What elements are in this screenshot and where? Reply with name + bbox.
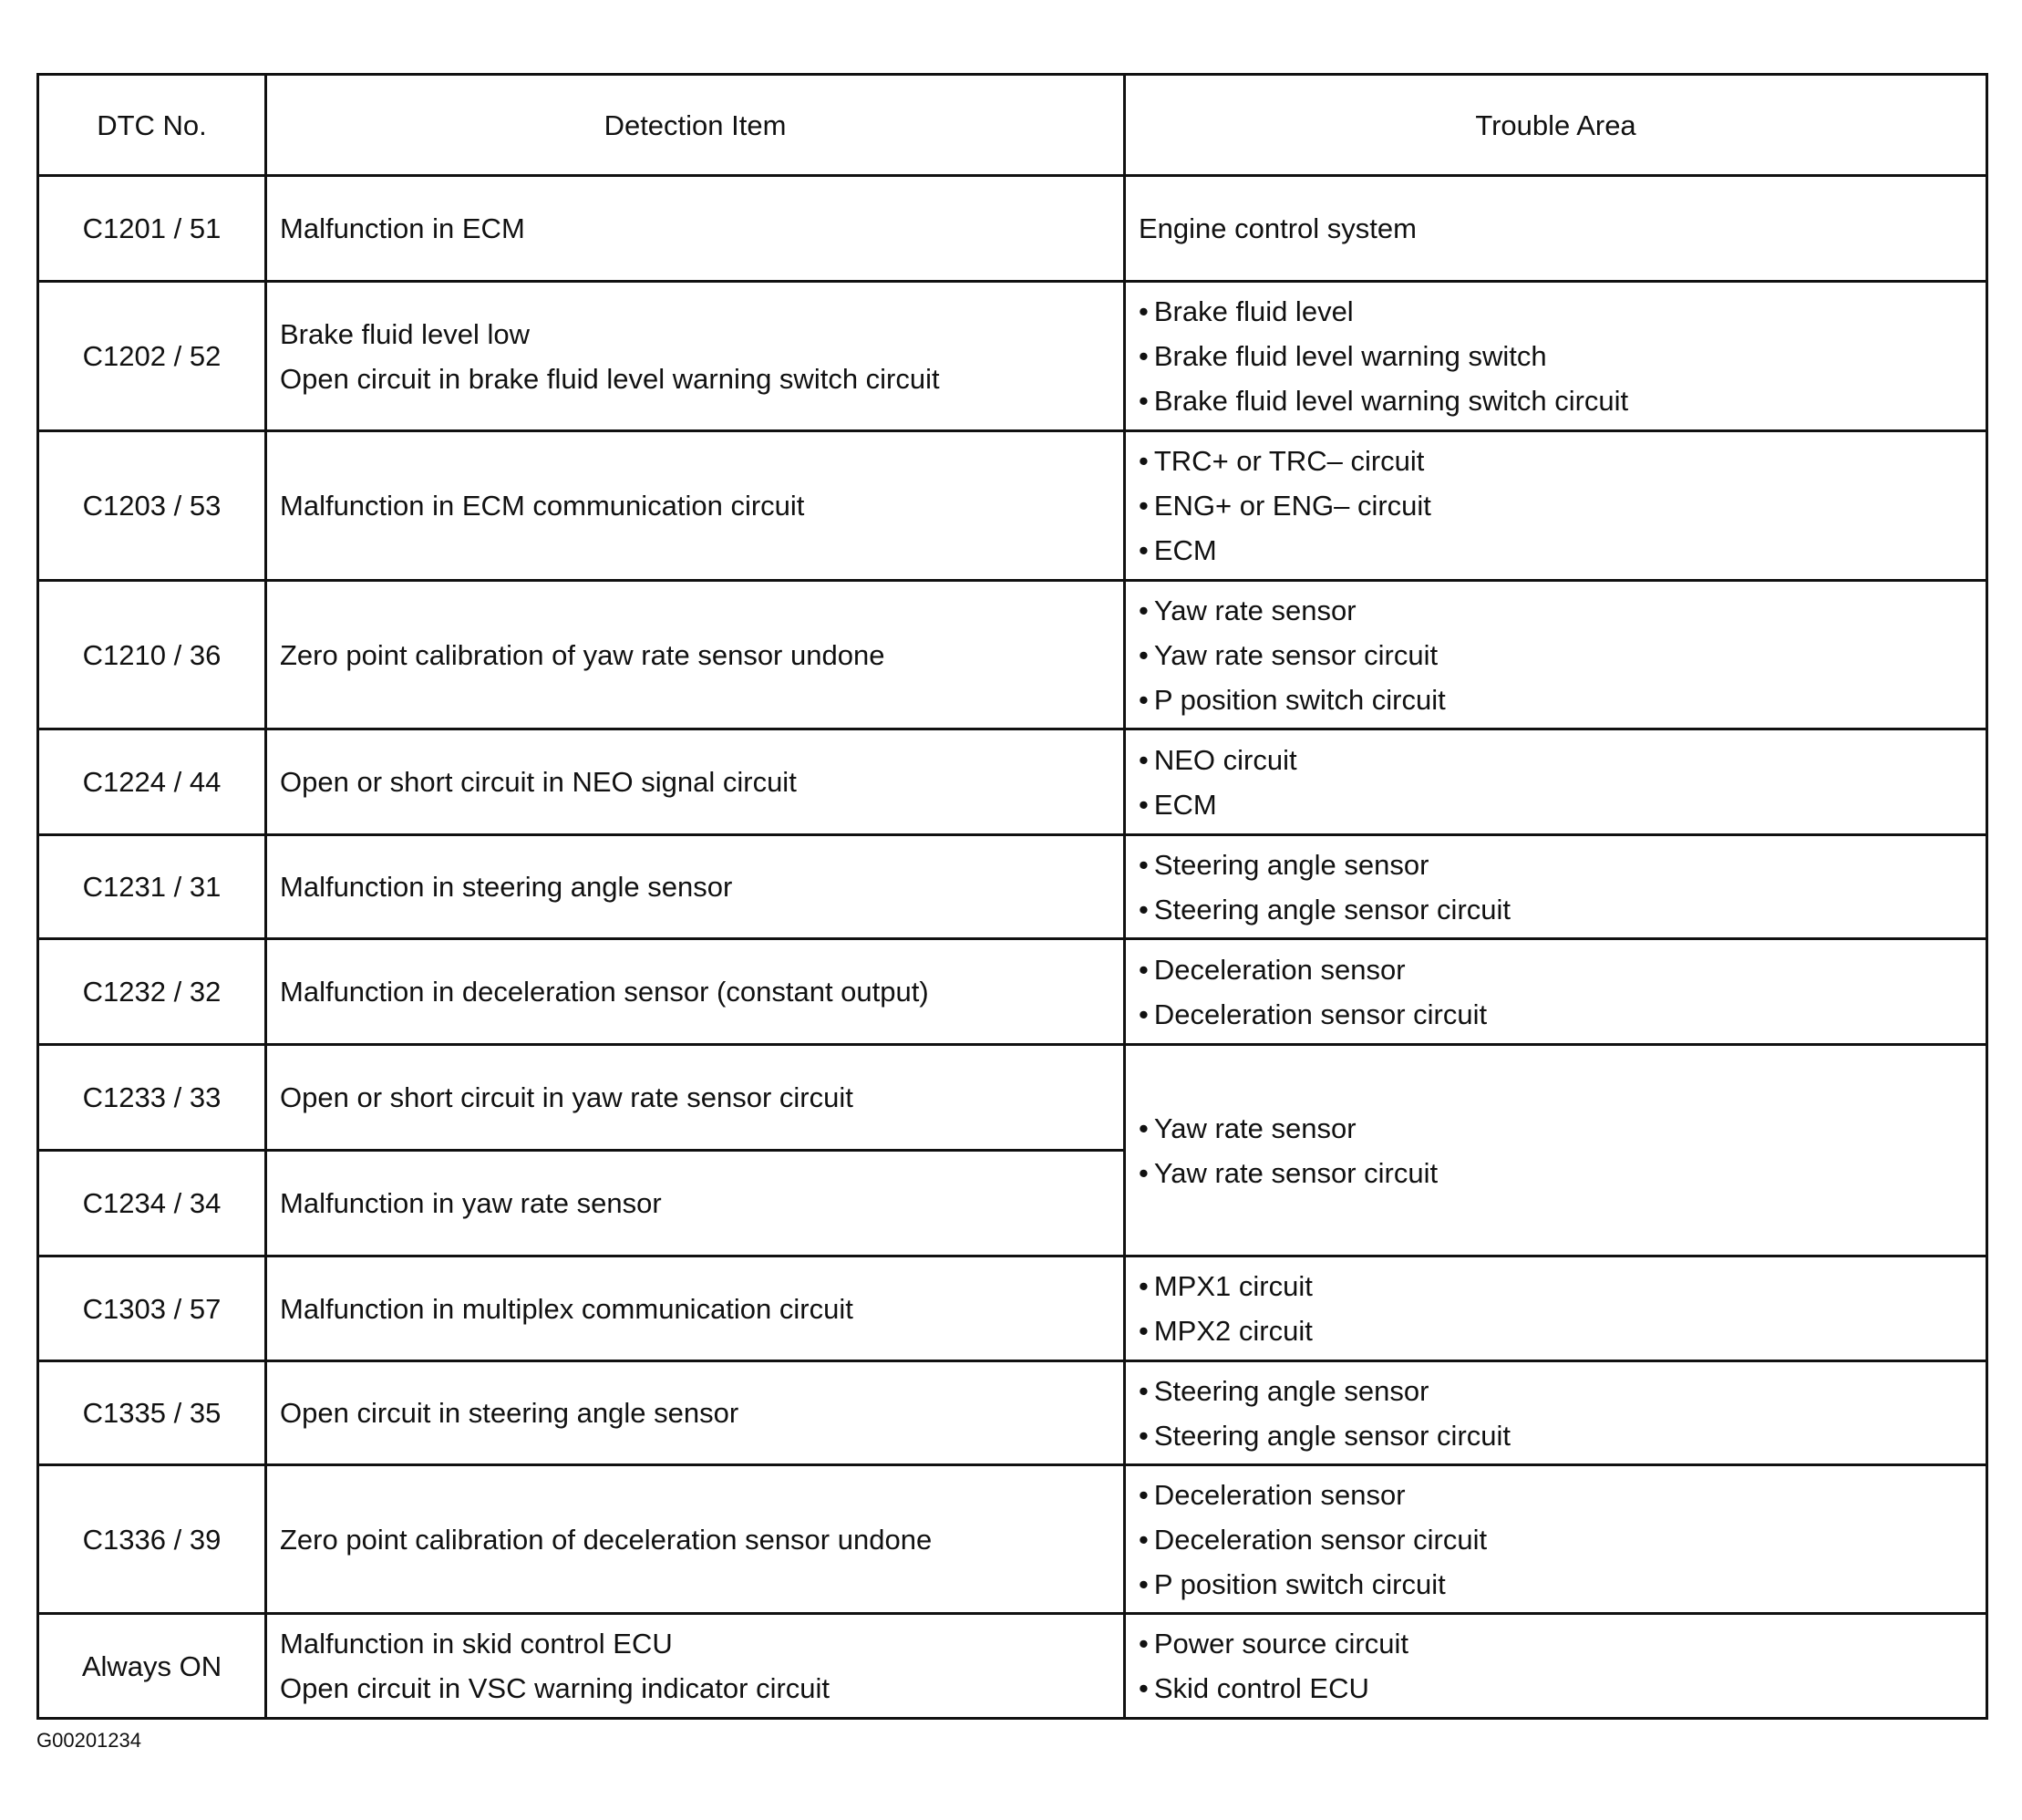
detection-item <box>266 729 1125 835</box>
trouble-bullet-item: • Deceleration sensor <box>1139 947 1973 992</box>
trouble-area <box>1125 939 1987 1045</box>
detection-line: Malfunction in multiplex communication circuit <box>280 1292 853 1325</box>
detection-item <box>266 431 1125 581</box>
table-row <box>38 835 1987 939</box>
detection-line: Zero point calibration of deceleration sensor undone <box>280 1523 933 1556</box>
table-row <box>38 1465 1987 1614</box>
detection-line: Malfunction in ECM communication circuit <box>280 490 805 522</box>
header-dtc-no: DTC No. <box>38 75 266 176</box>
detection-item <box>266 1614 1125 1719</box>
trouble-bullet-item: • Yaw rate sensor <box>1139 1106 1973 1151</box>
table-row <box>38 431 1987 581</box>
trouble-bullet-item: • ENG+ or ENG– circuit <box>1139 483 1973 528</box>
trouble-area <box>1125 282 1987 431</box>
detection-line: Malfunction in yaw rate sensor <box>280 1187 662 1219</box>
trouble-area <box>1125 1361 1987 1465</box>
detection-line: Open circuit in brake fluid level warning switch circuit <box>280 362 940 395</box>
header-trouble-area: Trouble Area <box>1125 75 1987 176</box>
trouble-bullet-item: • Steering angle sensor circuit <box>1139 1413 1973 1458</box>
detection-line: Open circuit in steering angle sensor <box>280 1397 739 1429</box>
table-row <box>38 581 1987 729</box>
table-row <box>38 939 1987 1045</box>
dtc-table <box>36 73 1988 1720</box>
dtc-code: C1202 / 52 <box>38 282 266 431</box>
detection-item <box>266 939 1125 1045</box>
detection-item <box>266 1151 1125 1256</box>
figure-id: G00201234 <box>36 1729 141 1752</box>
dtc-code: C1210 / 36 <box>38 581 266 729</box>
trouble-bullet-item: • P position switch circuit <box>1139 677 1973 722</box>
trouble-bullet-item: • Deceleration sensor circuit <box>1139 1517 1973 1562</box>
trouble-bullet-item: • MPX2 circuit <box>1139 1308 1973 1353</box>
header-row <box>38 75 1987 176</box>
table-row <box>38 729 1987 835</box>
detection-line: Zero point calibration of yaw rate sensor undone <box>280 638 885 671</box>
table-row <box>38 1256 1987 1361</box>
trouble-bullet-item: • Deceleration sensor circuit <box>1139 992 1973 1037</box>
trouble-area <box>1125 431 1987 581</box>
trouble-bullet-item: • Power source circuit <box>1139 1621 1973 1666</box>
trouble-bullet-item: • Brake fluid level warning switch circuit <box>1139 378 1973 423</box>
dtc-code: C1336 / 39 <box>38 1465 266 1614</box>
trouble-bullet-item: • Steering angle sensor circuit <box>1139 887 1973 932</box>
dtc-code: C1224 / 44 <box>38 729 266 835</box>
detection-item <box>266 1045 1125 1151</box>
trouble-bullet-item: • Steering angle sensor <box>1139 1369 1973 1413</box>
table-row <box>38 1045 1987 1151</box>
trouble-area <box>1125 1614 1987 1719</box>
table-body <box>38 176 1987 1719</box>
detection-line: Open circuit in VSC warning indicator circuit <box>280 1672 830 1704</box>
trouble-bullet-item: • Yaw rate sensor circuit <box>1139 1151 1973 1195</box>
dtc-code: C1201 / 51 <box>38 176 266 282</box>
table-row <box>38 1361 1987 1465</box>
trouble-bullet-item: • Deceleration sensor <box>1139 1473 1973 1517</box>
trouble-area <box>1125 729 1987 835</box>
trouble-area <box>1125 1256 1987 1361</box>
dtc-code: C1231 / 31 <box>38 835 266 939</box>
detection-item <box>266 282 1125 431</box>
detection-item <box>266 581 1125 729</box>
detection-item <box>266 1361 1125 1465</box>
trouble-bullet-item: • ECM <box>1139 782 1973 827</box>
dtc-code: C1232 / 32 <box>38 939 266 1045</box>
table-row <box>38 1614 1987 1719</box>
header-detection-item: Detection Item <box>266 75 1125 176</box>
trouble-bullet-item: • P position switch circuit <box>1139 1562 1973 1607</box>
detection-line: Malfunction in steering angle sensor <box>280 871 733 903</box>
trouble-bullet-item: • Brake fluid level <box>1139 289 1973 334</box>
trouble-bullet-item: • TRC+ or TRC– circuit <box>1139 439 1973 483</box>
trouble-area <box>1125 176 1987 282</box>
table-row <box>38 282 1987 431</box>
detection-item <box>266 1465 1125 1614</box>
trouble-bullet-item: • Skid control ECU <box>1139 1666 1973 1711</box>
trouble-bullet-item: • MPX1 circuit <box>1139 1264 1973 1308</box>
dtc-code: C1303 / 57 <box>38 1256 266 1361</box>
detection-line: Malfunction in deceleration sensor (constant output) <box>280 976 929 1008</box>
detection-item <box>266 1256 1125 1361</box>
trouble-area <box>1125 581 1987 729</box>
dtc-code: C1335 / 35 <box>38 1361 266 1465</box>
detection-line: Brake fluid level low <box>280 317 530 350</box>
trouble-line: Engine control system <box>1139 212 1417 244</box>
dtc-code: C1234 / 34 <box>38 1151 266 1256</box>
trouble-bullet-item: • Yaw rate sensor circuit <box>1139 633 1973 677</box>
trouble-area <box>1125 835 1987 939</box>
detection-line: Malfunction in skid control ECU <box>280 1628 673 1660</box>
detection-line: Malfunction in ECM <box>280 212 525 244</box>
dtc-code: Always ON <box>38 1614 266 1719</box>
dtc-code: C1203 / 53 <box>38 431 266 581</box>
trouble-area <box>1125 1465 1987 1614</box>
detection-item <box>266 835 1125 939</box>
trouble-bullet-item: • Brake fluid level warning switch <box>1139 334 1973 378</box>
detection-line: Open or short circuit in NEO signal circuit <box>280 766 797 798</box>
detection-line: Open or short circuit in yaw rate sensor circuit <box>280 1081 853 1113</box>
trouble-bullet-item: • NEO circuit <box>1139 738 1973 782</box>
trouble-area <box>1125 1045 1987 1256</box>
trouble-bullet-item: • Yaw rate sensor <box>1139 588 1973 633</box>
table-row <box>38 176 1987 282</box>
dtc-code: C1233 / 33 <box>38 1045 266 1151</box>
detection-item <box>266 176 1125 282</box>
trouble-bullet-item: • ECM <box>1139 528 1973 573</box>
trouble-bullet-item: • Steering angle sensor <box>1139 843 1973 887</box>
